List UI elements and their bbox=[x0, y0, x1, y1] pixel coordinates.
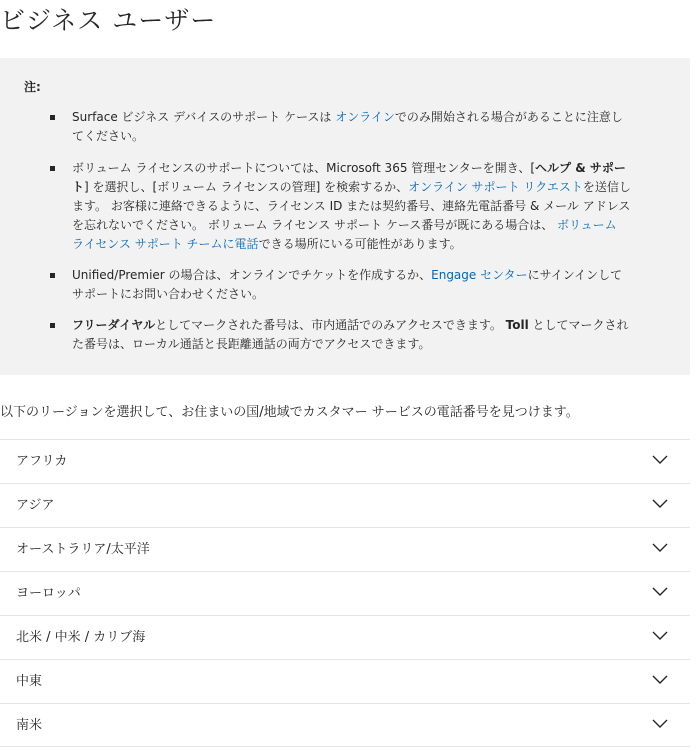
region-label: 中東 bbox=[16, 674, 43, 689]
note-link[interactable]: オンライン bbox=[335, 110, 395, 124]
note-link[interactable]: ボリューム ライセンス サポート チームに電話 bbox=[72, 218, 617, 251]
region-row-australia-pacific[interactable] bbox=[0, 527, 690, 571]
square-bullet-icon bbox=[50, 115, 55, 120]
note-text: Surface ビジネス デバイスのサポート ケースは bbox=[72, 110, 336, 124]
chevron-down-icon bbox=[652, 499, 668, 509]
note-text: としてマークされた番号は、ローカル通話と長距離通話の両方でアクセスできます。 bbox=[72, 318, 629, 351]
region-row-africa[interactable] bbox=[0, 439, 690, 483]
note-item-text bbox=[72, 268, 622, 301]
note-item-text bbox=[72, 161, 631, 251]
note-text: としてマークされた番号は、市内通話でのみアクセスできます。 bbox=[155, 318, 506, 332]
chevron-down-icon bbox=[652, 675, 668, 685]
note-text: ボリューム ライセンスのサポートについては、Microsoft 365 管理センターを開き、[ bbox=[72, 161, 536, 175]
region-intro-text: 以下のリージョンを選択して、お住まいの国/地域でカスタマー サービスの電話番号を見つけます。 bbox=[0, 405, 579, 420]
square-bullet-icon bbox=[50, 323, 55, 328]
chevron-down-icon bbox=[652, 543, 668, 553]
note-text: ] を選択し、[ボリューム ライセンスの管理] を検索するか、 bbox=[84, 180, 409, 194]
note-link[interactable]: Engage センター bbox=[431, 268, 528, 282]
chevron-down-icon bbox=[652, 455, 668, 465]
note-text: にサインインしてサポートにお問い合わせください。 bbox=[72, 268, 623, 301]
note-box bbox=[0, 58, 690, 375]
chevron-down-icon bbox=[652, 631, 668, 641]
region-row-south-america[interactable] bbox=[0, 703, 690, 747]
region-label: アジア bbox=[16, 498, 55, 513]
note-text: Unified/Premier の場合は、オンラインでチケットを作成するか、 bbox=[72, 268, 432, 282]
note-link[interactable]: オンライン サポート リクエスト bbox=[408, 180, 583, 194]
note-text: を送信します。 お客様に連絡できるように、ライセンス ID または契約番号、連絡先電話番号 & メール アドレスを忘れないでください。 ボリューム ライセンス サポート ケース番号が既にある場合は、 bbox=[72, 180, 631, 232]
region-row-north-central-america-caribbean[interactable] bbox=[0, 615, 690, 659]
region-label: アフリカ bbox=[16, 454, 68, 469]
square-bullet-icon bbox=[50, 166, 55, 171]
chevron-down-icon bbox=[652, 587, 668, 597]
page-title: ビジネス ユーザー bbox=[0, 6, 217, 35]
region-row-europe[interactable] bbox=[0, 571, 690, 615]
note-item-surface bbox=[72, 108, 632, 146]
region-label: オーストラリア/太平洋 bbox=[16, 542, 150, 557]
region-row-middle-east[interactable] bbox=[0, 659, 690, 703]
note-item-text bbox=[72, 110, 623, 143]
note-bold-text: フリーダイヤル bbox=[72, 318, 156, 332]
note-bold-text: Toll bbox=[505, 318, 529, 332]
region-label: 北米 / 中米 / カリブ海 bbox=[16, 630, 146, 645]
region-accordion bbox=[0, 439, 690, 747]
note-item-toll-free bbox=[72, 316, 632, 354]
chevron-down-icon bbox=[652, 719, 668, 729]
note-text: できる場所にいる可能性があります。 bbox=[258, 237, 462, 251]
region-label: ヨーロッパ bbox=[16, 586, 81, 601]
note-item-unified-premier bbox=[72, 266, 632, 304]
note-text: でのみ開始される場合があることに注意してください。 bbox=[72, 110, 623, 143]
region-row-asia[interactable] bbox=[0, 483, 690, 527]
note-bold-text: ヘルプ & サポート bbox=[72, 161, 626, 194]
region-label: 南米 bbox=[16, 718, 43, 733]
note-item-volume-licensing bbox=[72, 159, 632, 254]
square-bullet-icon bbox=[50, 273, 55, 278]
note-item-text bbox=[72, 318, 629, 351]
note-label: 注: bbox=[24, 80, 41, 94]
